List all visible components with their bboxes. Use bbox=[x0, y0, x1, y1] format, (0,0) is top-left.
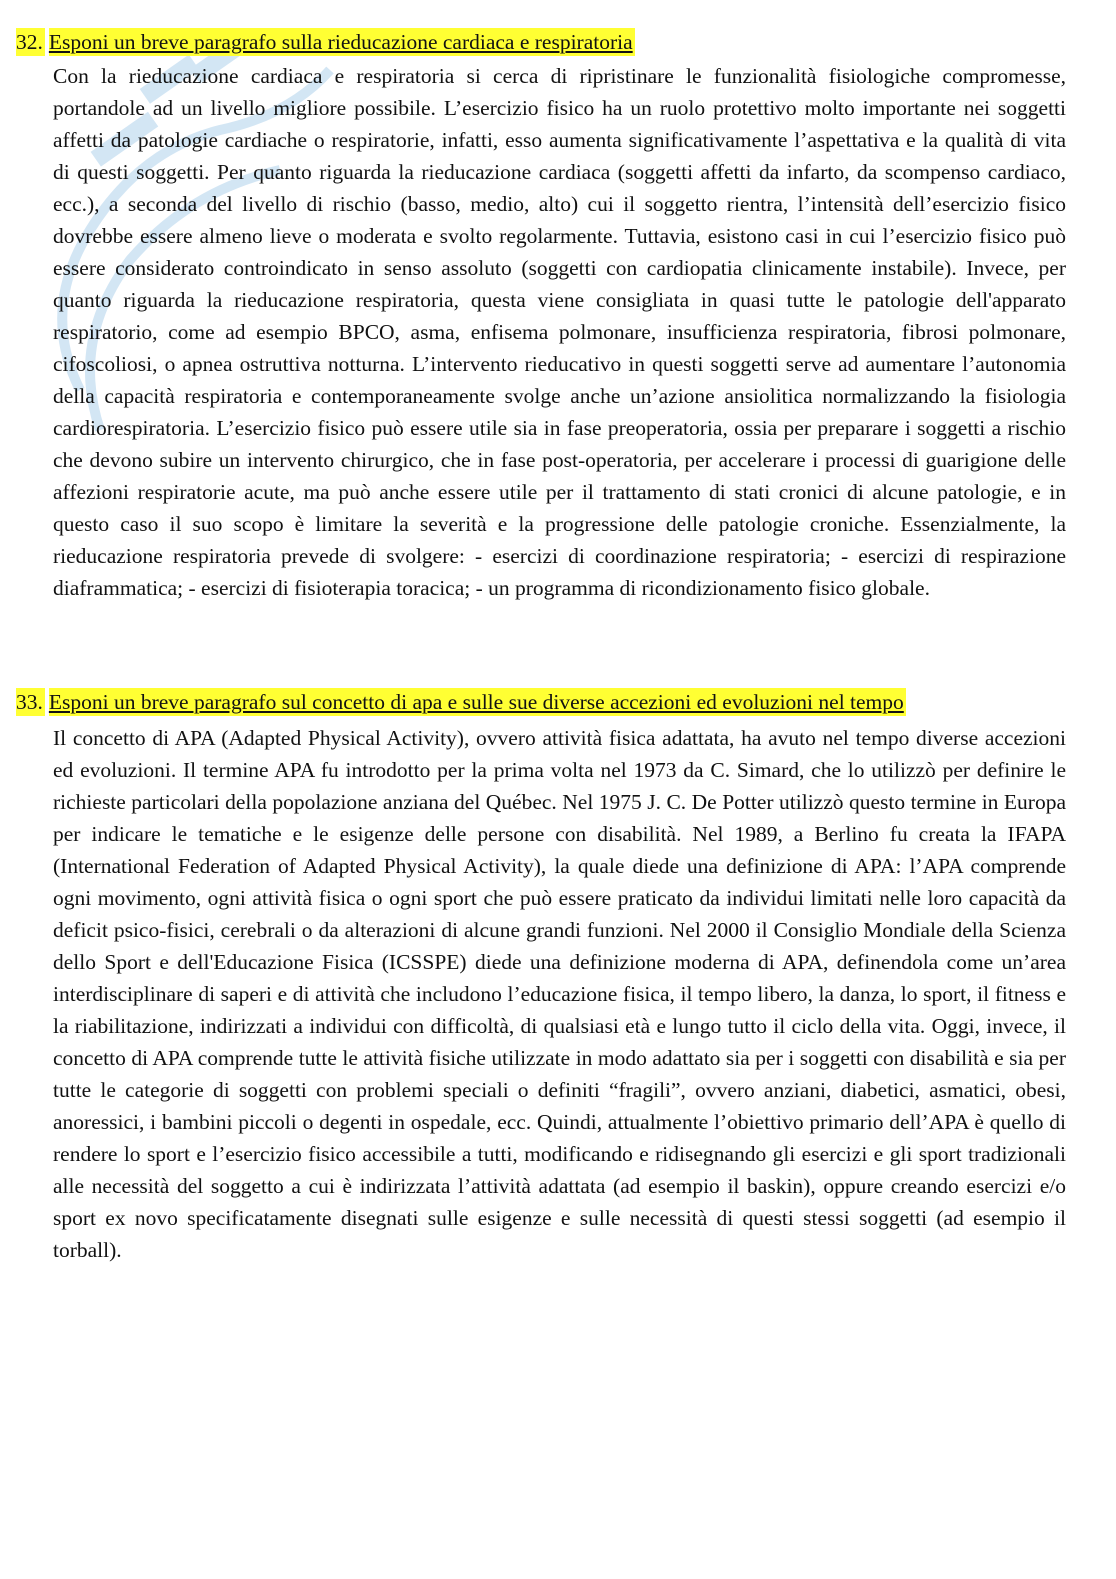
question-32-answer: Con la rieducazione cardiaca e respiratoria si cerca di ripristinare le funzionalità fisiologiche compromesse, portandole ad un livello migliore possibile. L’esercizio fisico ha un ruolo protettivo molto importante nei soggetti affetti da patologie cardiache o respiratorie, infatti, esso aumenta significativamente l’aspettativa e la qualità di vita di questi soggetti. Per quanto riguarda la rieducazione cardiaca (soggetti affetti da infarto, da scompenso cardiaco, ecc.), a seconda del livello di rischio (basso, medio, alto) cui il soggetto rientra, l’intensità dell’esercizio fisico dovrebbe essere almeno lieve o moderata e svolto regolarmente. Tuttavia, esistono casi in cui l’esercizio fisico può essere considerato controindicato in senso assoluto (soggetti con cardiopatia clinicamente instabile). Invece, per quanto riguarda la rieducazione respiratoria, questa viene consigliata in quasi tutte le patologie dell'apparato respiratorio, come ad esempio BPCO, asma, enfisema polmonare, insufficienza respiratoria, fibrosi polmonare, cifoscoliosi, o apnea ostruttiva notturna. L’intervento rieducativo in questi soggetti serve ad aumentare l’autonomia della capacità respiratoria e contemporaneamente svolge anche un’azione ansiolitica normalizzando la fisiologia cardiorespiratoria. L’esercizio fisico può essere utile sia in fase preoperatoria, ossia per preparare i soggetti a rischio che devono subire un intervento chirurgico, che in fase post-operatoria, per accelerare i processi di guarigione delle affezioni respiratorie acute, ma può anche essere utile per il trattamento di stati cronici di alcune patologie, e in questo caso il suo scopo è limitare la severità e la progressione delle patologie croniche. Essenzialmente, la rieducazione respiratoria prevede di svolgere: - esercizi di coordinazione respiratoria; - esercizi di respirazione diaframmatica; - esercizi di fisioterapia toracica; - un programma di ricondizionamento fisico globale. bbox=[53, 64, 1066, 600]
question-32-number: 32. bbox=[16, 30, 43, 54]
question-33-section bbox=[16, 688, 1066, 1266]
question-33-title: Esponi un breve paragrafo sul concetto di apa e sulle sue diverse accezioni ed evoluzioni nel tempo bbox=[48, 690, 904, 714]
question-33-number: 33. bbox=[16, 690, 43, 714]
question-32-title: Esponi un breve paragrafo sulla rieducazione cardiaca e respiratoria bbox=[48, 30, 633, 54]
question-33-answer: Il concetto di APA (Adapted Physical Activity), ovvero attività fisica adattata, ha avuto nel tempo diverse accezioni ed evoluzioni. Il termine APA fu introdotto per la prima volta nel 1973 da C. Simard, che lo utilizzò per definire le richieste particolari della popolazione anziana del Québec. Nel 1975 J. C. De Potter utilizzò questo termine in Europa per indicare le tematiche e le esigenze delle persone con disabilità. Nel 1989, a Berlino fu creata la IFAPA (International Federation of Adapted Physical Activity), la quale diede una definizione di APA: l’APA comprende ogni movimento, ogni attività fisica o ogni sport che può essere praticato da individui limitati nelle loro capacità da deficit psico-fisici, cerebrali o da alterazioni di alcune grandi funzioni. Nel 2000 il Consiglio Mondiale della Scienza dello Sport e dell'Educazione Fisica (ICSSPE) diede una definizione moderna di APA, definendola come un’area interdisciplinare di saperi e di attività che includono l’educazione fisica, il tempo libero, la danza, lo sport, il fitness e la riabilitazione, indirizzati a individui con difficoltà, di qualsiasi età e lungo tutto il ciclo della vita. Oggi, invece, il concetto di APA comprende tutte le attività fisiche utilizzate in modo adattato sia per i soggetti con disabilità e sia per tutte le categorie di soggetti con problemi speciali o definiti “fragili”, ovvero anziani, diabetici, asmatici, obesi, anoressici, i bambini piccoli o degenti in ospedale, ecc. Quindi, attualmente l’obiettivo primario dell’APA è quello di rendere lo sport e l’esercizio fisico accessibile a tutti, modificando e ridisegnando gli esercizi e gli sport tradizionali alle necessità del soggetto a cui è indirizzata l’attività adattata (ad esempio il baskin), oppure creando esercizi e/o sport ex novo specificatamente disegnati sulle esigenze e sulle necessità di questi stessi soggetti (ad esempio il torball). bbox=[53, 726, 1066, 1262]
question-33-heading bbox=[16, 688, 1066, 716]
question-32-section bbox=[16, 28, 1066, 604]
question-32-heading bbox=[16, 28, 1066, 56]
